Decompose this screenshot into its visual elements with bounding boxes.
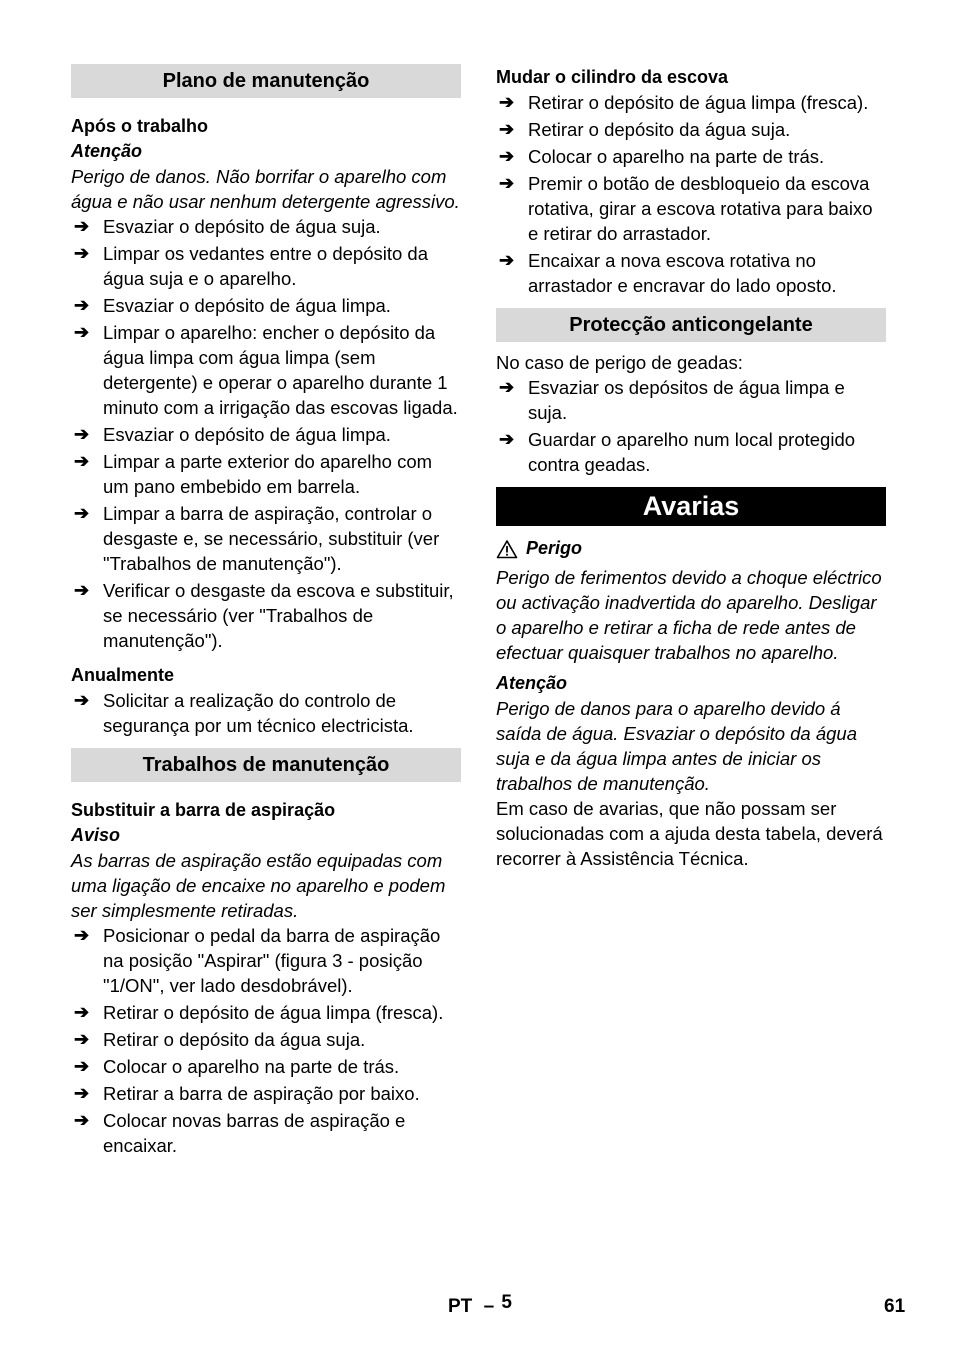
arrow-right-icon: ➔ xyxy=(499,429,515,449)
substituir-step-text: Retirar a barra de aspiração por baixo. xyxy=(103,1083,420,1104)
arrow-right-icon: ➔ xyxy=(74,451,90,471)
substituir-step-item xyxy=(71,923,461,998)
substituir-steps-list xyxy=(71,923,461,1158)
perigo-label: Perigo xyxy=(526,538,583,558)
perigo-heading xyxy=(496,536,886,561)
footer-section-page: 5 xyxy=(501,1292,512,1313)
apos-step-text: Limpar a parte exterior do aparelho com um pano embebido em barrela. xyxy=(103,451,433,497)
aviso-label: Aviso xyxy=(71,825,121,845)
subheading-anual: Anualmente xyxy=(71,665,175,685)
aviso-text: As barras de aspiração estão equipadas com uma ligação de encaixe no aparelho e podem ser simplesmente retiradas. xyxy=(71,850,446,921)
apos-step-item xyxy=(71,241,461,291)
apos-step-text: Verificar o desgaste da escova e substituir, se necessário (ver "Trabalhos de manutenção"). xyxy=(103,580,454,651)
anual-step-item xyxy=(71,688,461,738)
subheading-apos: Após o trabalho xyxy=(71,116,209,136)
proteccao-step-item xyxy=(496,427,886,477)
mudar-step-text: Encaixar a nova escova rotativa no arrastador e encravar do lado oposto. xyxy=(528,250,837,296)
atencao-label: Atenção xyxy=(71,141,143,161)
proteccao-step-text: Guardar o aparelho num local protegido contra geadas. xyxy=(528,429,856,475)
anual-steps-list xyxy=(71,688,461,738)
proteccao-step-item xyxy=(496,375,886,425)
apos-step-text: Limpar a barra de aspiração, controlar o desgaste e, se necessário, substituir (ver "Trabalhos de manutenção"). xyxy=(103,503,440,574)
mudar-step-text: Premir o botão de desbloqueio da escova rotativa, girar a escova rotativa para baixo e retirar do arrastador. xyxy=(528,173,873,244)
footer-lang: PT xyxy=(448,1296,473,1317)
mudar-step-item xyxy=(496,171,886,246)
mudar-step-item xyxy=(496,90,886,115)
mudar-steps-list xyxy=(496,90,886,298)
apos-step-item xyxy=(71,501,461,576)
apos-steps-list xyxy=(71,214,461,653)
arrow-right-icon: ➔ xyxy=(74,1029,90,1049)
arrow-right-icon: ➔ xyxy=(74,1083,90,1103)
substituir-step-item xyxy=(71,1000,461,1025)
apos-step-item xyxy=(71,293,461,318)
arrow-right-icon: ➔ xyxy=(74,243,90,263)
mudar-step-text: Retirar o depósito de água limpa (fresca). xyxy=(528,92,869,113)
arrow-right-icon: ➔ xyxy=(74,1002,90,1022)
mudar-step-item xyxy=(496,144,886,169)
section-heading-plano: Plano de manutenção xyxy=(71,64,461,98)
arrow-right-icon: ➔ xyxy=(499,146,515,166)
apos-step-text: Esvaziar o depósito de água limpa. xyxy=(103,295,391,316)
left-column xyxy=(71,64,461,1160)
mudar-step-item xyxy=(496,117,886,142)
mudar-step-text: Retirar o depósito da água suja. xyxy=(528,119,791,140)
arrow-right-icon: ➔ xyxy=(74,1110,90,1130)
warning-triangle-icon xyxy=(496,539,518,559)
apos-step-item xyxy=(71,214,461,239)
apos-step-item xyxy=(71,578,461,653)
substituir-step-text: Posicionar o pedal da barra de aspiração na posição "Aspirar" (figura 3 - posição "1/ON", ver lado desdobrável). xyxy=(103,925,441,996)
chapter-heading-avarias: Avarias xyxy=(496,487,886,526)
arrow-right-icon: ➔ xyxy=(499,92,515,112)
subheading-mudar: Mudar o cilindro da escova xyxy=(496,67,729,87)
proteccao-intro: No caso de perigo de geadas: xyxy=(496,352,743,373)
proteccao-step-text: Esvaziar os depósitos de água limpa e suja. xyxy=(528,377,845,423)
mudar-step-text: Colocar o aparelho na parte de trás. xyxy=(528,146,825,167)
substituir-step-text: Retirar o depósito de água limpa (fresca). xyxy=(103,1002,444,1023)
footer-dash: – xyxy=(483,1296,495,1317)
footer-section xyxy=(448,1292,512,1318)
apos-step-item xyxy=(71,320,461,420)
apos-step-item xyxy=(71,449,461,499)
arrow-right-icon: ➔ xyxy=(74,690,90,710)
page-number: 61 xyxy=(884,1296,906,1317)
atencao2-label: Atenção xyxy=(496,673,568,693)
arrow-right-icon: ➔ xyxy=(74,1056,90,1076)
substituir-step-text: Colocar novas barras de aspiração e encaixar. xyxy=(103,1110,406,1156)
atencao2-text: Perigo de danos para o aparelho devido á saída de água. Esvaziar o depósito da água suja e da água limpa antes de iniciar os trabalhos de manutenção. xyxy=(496,698,858,794)
substituir-step-item xyxy=(71,1027,461,1052)
subheading-substituir: Substituir a barra de aspiração xyxy=(71,800,336,820)
apos-step-text: Esvaziar o depósito de água suja. xyxy=(103,216,381,237)
right-column xyxy=(496,64,886,871)
arrow-right-icon: ➔ xyxy=(74,216,90,236)
proteccao-steps-list xyxy=(496,375,886,477)
arrow-right-icon: ➔ xyxy=(499,377,515,397)
apos-step-text: Limpar os vedantes entre o depósito da água suja e o aparelho. xyxy=(103,243,428,289)
apos-step-text: Esvaziar o depósito de água limpa. xyxy=(103,424,391,445)
arrow-right-icon: ➔ xyxy=(74,295,90,315)
substituir-step-text: Retirar o depósito da água suja. xyxy=(103,1029,366,1050)
section-heading-proteccao: Protecção anticongelante xyxy=(496,308,886,342)
avarias-text: Em caso de avarias, que não possam ser solucionadas com a ajuda desta tabela, deverá recorrer à Assistência Técnica. xyxy=(496,798,883,869)
substituir-step-item xyxy=(71,1081,461,1106)
arrow-right-icon: ➔ xyxy=(74,322,90,342)
arrow-right-icon: ➔ xyxy=(499,119,515,139)
apos-step-item xyxy=(71,422,461,447)
substituir-step-text: Colocar o aparelho na parte de trás. xyxy=(103,1056,400,1077)
arrow-right-icon: ➔ xyxy=(499,173,515,193)
arrow-right-icon: ➔ xyxy=(74,503,90,523)
mudar-step-item xyxy=(496,248,886,298)
apos-step-text: Limpar o aparelho: encher o depósito da água limpa com água limpa (sem detergente) e operar o aparelho durante 1 minuto com a irrigação das escovas ligada. xyxy=(103,322,458,418)
atencao-text: Perigo de danos. Não borrifar o aparelho com água e não usar nenhum detergente agressivo. xyxy=(71,166,460,212)
arrow-right-icon: ➔ xyxy=(74,925,90,945)
perigo-text: Perigo de ferimentos devido a choque eléctrico ou activação inadvertida do aparelho. Desligar o aparelho e retirar a ficha de rede antes de efectuar quaisquer trabalhos no aparelho. xyxy=(496,567,882,663)
anual-step-text: Solicitar a realização do controlo de segurança por um técnico electricista. xyxy=(103,690,414,736)
substituir-step-item xyxy=(71,1054,461,1079)
arrow-right-icon: ➔ xyxy=(74,580,90,600)
section-heading-trabalhos: Trabalhos de manutenção xyxy=(71,748,461,782)
arrow-right-icon: ➔ xyxy=(74,424,90,444)
substituir-step-item xyxy=(71,1108,461,1158)
arrow-right-icon: ➔ xyxy=(499,250,515,270)
